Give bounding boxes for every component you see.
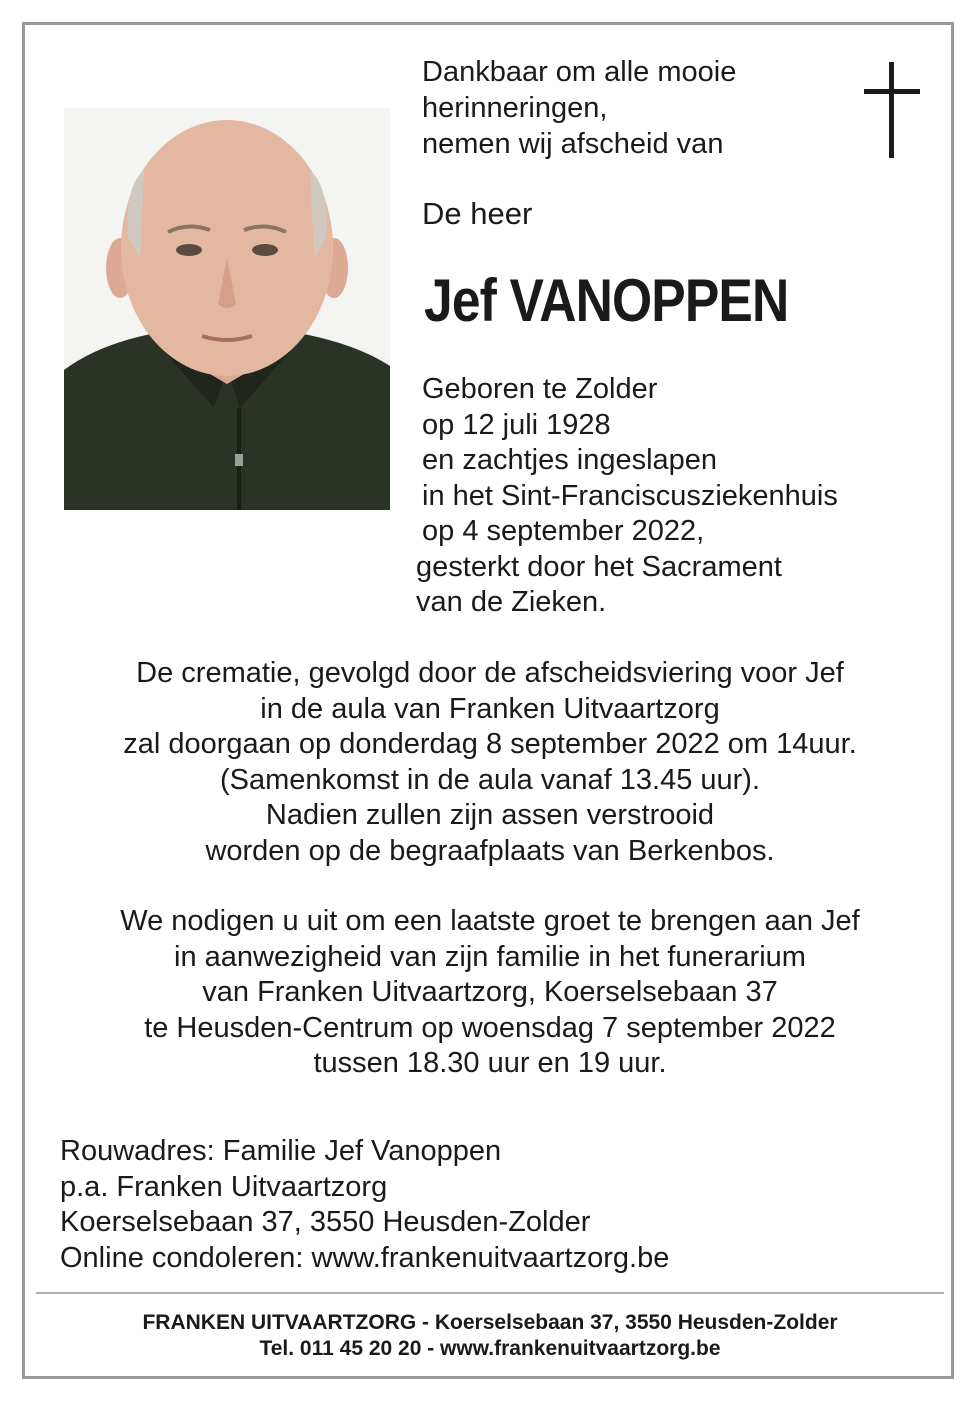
ceremony-line: (Samenkomst in de aula vanaf 13.45 uur).	[219, 763, 761, 796]
condolence-link[interactable]: Online condoleren: www.frankenuitvaartzorg.be	[60, 1241, 670, 1274]
ceremony-line: De crematie, gevolgd door de afscheidsviering voor Jef	[136, 657, 844, 689]
ceremony-text	[0, 656, 980, 869]
footer-divider	[36, 1292, 944, 1294]
birth-line: Geboren te Zolder	[422, 373, 658, 405]
funeral-home-footer	[0, 1310, 980, 1362]
visitation-line: in aanwezigheid van zijn familie in het funerarium	[174, 940, 806, 973]
portrait-photo	[64, 108, 390, 510]
intro-line: nemen wij afscheid van	[422, 128, 724, 160]
birth-line: gesterkt door het Sacrament	[416, 550, 782, 583]
birth-line: van de Zieken.	[416, 586, 607, 618]
deceased-name: Jef VANOPPEN	[424, 267, 789, 334]
ceremony-line: zal doorgaan op donderdag 8 september 2022 om 14uur.	[123, 728, 857, 760]
salutation: De heer	[422, 196, 533, 231]
intro-line: herinneringen,	[422, 92, 608, 124]
visitation-line: We nodigen u uit om een laatste groet te brengen aan Jef	[120, 905, 860, 937]
latin-cross-icon	[864, 62, 922, 163]
mourning-address	[60, 1134, 669, 1276]
birth-line: op 12 juli 1928	[422, 408, 611, 441]
ceremony-line: worden op de begraafplaats van Berkenbos.	[205, 834, 775, 867]
visitation-line: van Franken Uitvaartzorg, Koerselsebaan 37	[202, 976, 778, 1008]
intro-line: Dankbaar om alle mooie	[422, 56, 737, 88]
footer-address: FRANKEN UITVAARTZORG - Koerselsebaan 37, 3550 Heusden-Zolder	[142, 1311, 838, 1334]
address-line: p.a. Franken Uitvaartzorg	[60, 1170, 388, 1203]
intro-text	[422, 54, 736, 162]
ceremony-line: Nadien zullen zijn assen verstrooid	[265, 799, 715, 831]
visitation-line: te Heusden-Centrum op woensdag 7 september 2022	[144, 1011, 836, 1044]
visitation-line: tussen 18.30 uur en 19 uur.	[313, 1047, 667, 1079]
birth-info	[416, 372, 838, 621]
birth-line: en zachtjes ingeslapen	[422, 444, 718, 476]
birth-line: in het Sint-Franciscusziekenhuis	[422, 479, 838, 512]
birth-line: op 4 september 2022,	[422, 515, 705, 547]
address-line: Rouwadres: Familie Jef Vanoppen	[60, 1135, 502, 1167]
address-line: Koerselsebaan 37, 3550 Heusden-Zolder	[60, 1206, 591, 1238]
visitation-text	[0, 904, 980, 1082]
ceremony-line: in de aula van Franken Uitvaartzorg	[260, 692, 720, 725]
footer-contact[interactable]: Tel. 011 45 20 20 - www.frankenuitvaartzorg.be	[259, 1337, 721, 1360]
